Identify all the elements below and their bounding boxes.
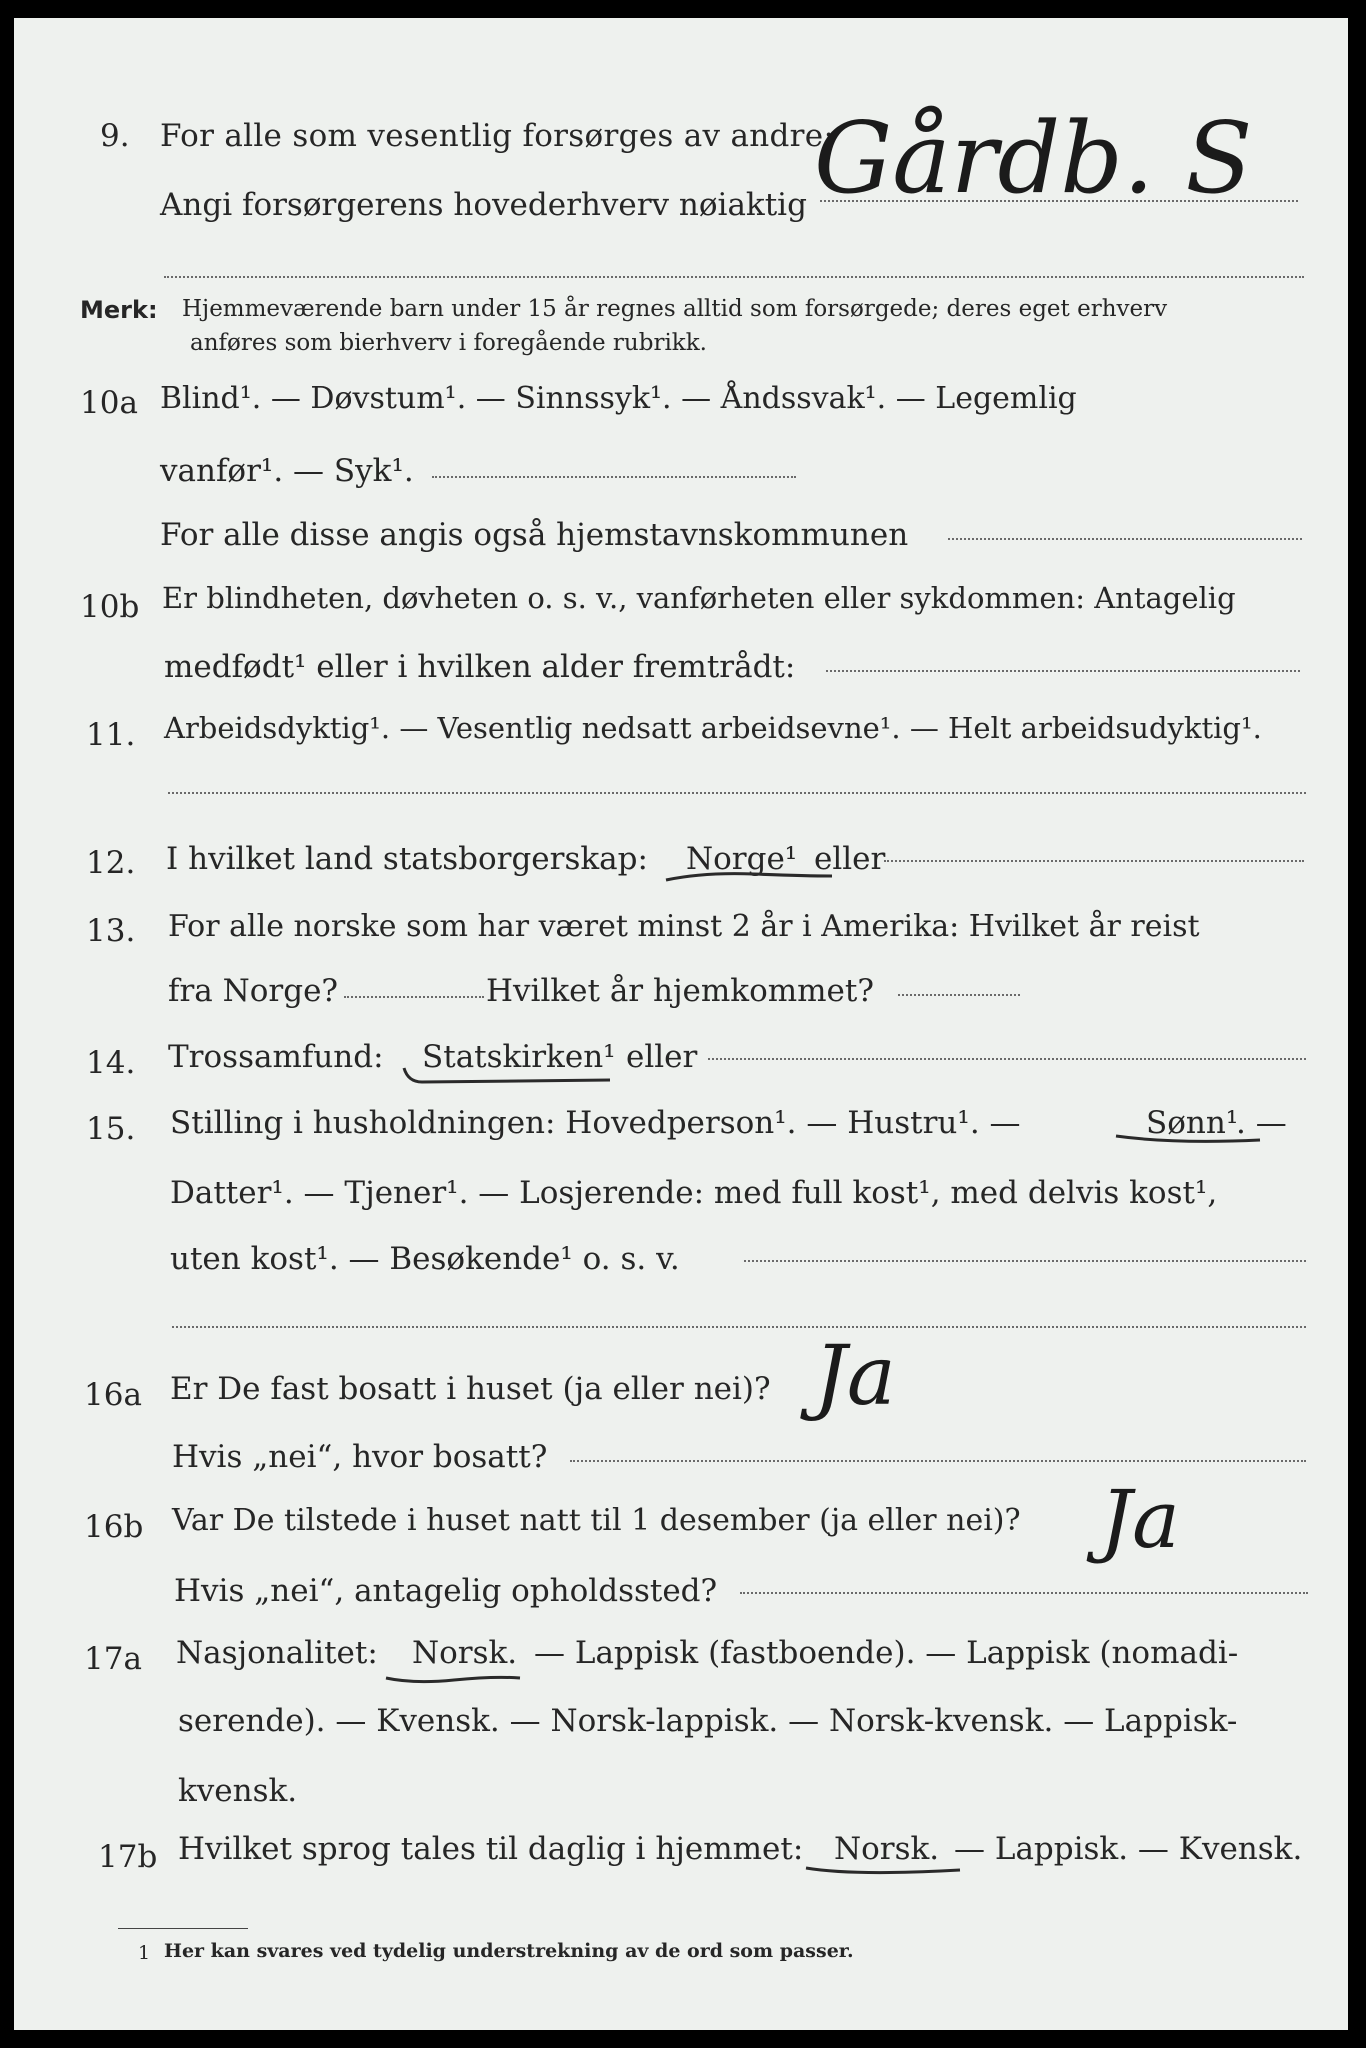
- q14-suffix: eller: [626, 1039, 698, 1075]
- q17b-line1c: — Lappisk. — Kvensk.: [954, 1831, 1303, 1867]
- q15-handwritten-underline: [1114, 1130, 1264, 1150]
- q17b-handwritten-underline: [804, 1858, 964, 1880]
- q9-number: 9.: [100, 118, 130, 154]
- q9-handwritten-answer: Gårdb. S: [814, 102, 1253, 216]
- q17b-underlined-option: Norsk.: [834, 1831, 940, 1867]
- footnote-text: Her kan svares ved tydelig understrekning av de ord som passer.: [164, 1940, 854, 1962]
- q14-handwritten-underline: [402, 1064, 622, 1090]
- q13-line1: For alle norske som har været minst 2 år i Amerika: Hvilket år reist: [168, 909, 1200, 944]
- q16a-line2: Hvis „nei“, hvor bosatt?: [172, 1439, 548, 1475]
- q13-line2b: Hvilket år hjemkommet?: [486, 973, 874, 1009]
- census-form-page: [14, 18, 1348, 2030]
- q10a-line3-fill: [948, 538, 1302, 540]
- q16a-fill: [570, 1460, 1306, 1462]
- q9-line1: For alle som vesentlig forsørges av andre:: [160, 118, 835, 154]
- footnote-mark: 1: [138, 1942, 151, 1964]
- q13-line2a: fra Norge?: [168, 973, 339, 1009]
- q10a-line2: vanfør¹. — Syk¹.: [160, 453, 414, 489]
- footnote-rule: [118, 1928, 248, 1929]
- merk-line2: anføres som bierhverv i foregående rubrikk.: [190, 330, 707, 356]
- q9-extra-line: [164, 276, 1304, 278]
- q13-number: 13.: [86, 913, 136, 949]
- q10a-line2-fill: [432, 476, 796, 478]
- q9-line2: Angi forsørgerens hovederhverv nøiaktig: [160, 187, 807, 223]
- q10b-line1: Er blindheten, døvheten o. s. v., vanførheten eller sykdommen: Antagelig: [162, 581, 1236, 615]
- q10b-number: 10b: [80, 589, 140, 625]
- q16a-number: 16a: [84, 1377, 142, 1413]
- q14-prefix: Trossamfund:: [168, 1039, 384, 1075]
- q15-number: 15.: [86, 1111, 136, 1147]
- q17b-line1a: Hvilket sprog tales til daglig i hjemmet:: [178, 1831, 804, 1867]
- q13-hjemkommet-fill: [898, 994, 1020, 996]
- q17a-line1c: — Lappisk (fastboende). — Lappisk (nomadi-: [534, 1635, 1239, 1671]
- q15-line1a: Stilling i husholdningen: Hovedperson¹. — Hustru¹. —: [170, 1105, 1021, 1141]
- q10b-line2-fill: [826, 670, 1300, 672]
- q16b-line2: Hvis „nei“, antagelig opholdssted?: [174, 1573, 718, 1609]
- q15-extra-line: [172, 1326, 1306, 1328]
- q10a-number: 10a: [80, 385, 138, 421]
- q16a-handwritten-answer: Ja: [814, 1329, 896, 1424]
- q16b-line1: Var De tilstede i huset natt til 1 desember (ja eller nei)?: [172, 1503, 1021, 1538]
- q12-prefix: I hvilket land statsborgerskap:: [166, 841, 648, 877]
- q14-underlined-option: Statskirken¹: [422, 1039, 616, 1075]
- q11-extra-line: [168, 792, 1306, 794]
- merk-line1: Hjemmeværende barn under 15 år regnes alltid som forsørgede; deres eget erhverv: [182, 296, 1168, 322]
- q10a-line3: For alle disse angis også hjemstavnskommunen: [160, 517, 909, 553]
- q12-underlined-option: Norge¹: [686, 841, 798, 877]
- q17a-line3: kvensk.: [178, 1773, 298, 1809]
- q17a-line1a: Nasjonalitet:: [176, 1635, 378, 1671]
- q16b-handwritten-answer: Ja: [1100, 1473, 1180, 1566]
- q11-line1: Arbeidsdyktig¹. — Vesentlig nedsatt arbeidsevne¹. — Helt arbeidsudyktig¹.: [164, 711, 1262, 745]
- q13-reist-fill: [344, 996, 484, 998]
- merk-label: Merk:: [80, 296, 158, 324]
- q15-fill: [744, 1260, 1306, 1262]
- q15-line1c: . —: [1236, 1105, 1287, 1141]
- q17a-handwritten-underline: [384, 1662, 524, 1688]
- q15-line2: Datter¹. — Tjener¹. — Losjerende: med full kost¹, med delvis kost¹,: [170, 1175, 1218, 1211]
- q14-fill: [708, 1058, 1306, 1060]
- q16b-number: 16b: [84, 1509, 144, 1545]
- q12-suffix: eller: [814, 841, 886, 877]
- q17a-line2: serende). — Kvensk. — Norsk-lappisk. — Norsk-kvensk. — Lappisk-: [178, 1703, 1238, 1739]
- q10b-line2: medfødt¹ eller i hvilken alder fremtrådt:: [164, 649, 796, 685]
- q12-handwritten-underline: [664, 868, 834, 888]
- q16a-line1: Er De fast bosatt i huset (ja eller nei)?: [170, 1371, 771, 1407]
- q12-fill: [884, 860, 1304, 862]
- q15-line3: uten kost¹. — Besøkende¹ o. s. v.: [170, 1241, 680, 1277]
- q14-number: 14.: [86, 1045, 136, 1081]
- q17b-number: 17b: [98, 1839, 158, 1875]
- q17a-number: 17a: [84, 1641, 142, 1677]
- q17a-underlined-option: Norsk.: [412, 1635, 518, 1671]
- q12-number: 12.: [86, 845, 136, 881]
- q16b-fill: [740, 1592, 1308, 1594]
- q10a-line1: Blind¹. — Døvstum¹. — Sinnssyk¹. — Åndssvak¹. — Legemlig: [160, 381, 1077, 416]
- q15-underlined-option: Sønn¹: [1146, 1105, 1239, 1141]
- q11-number: 11.: [86, 717, 136, 753]
